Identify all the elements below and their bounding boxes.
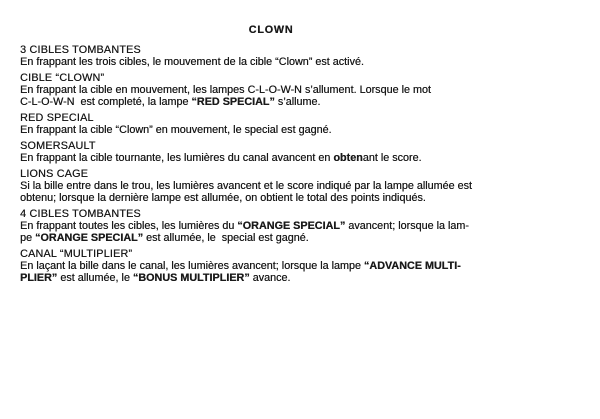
page-title: CLOWN: [248, 24, 294, 36]
bold-text-segment: “ORANGE SPECIAL”: [237, 220, 346, 232]
text-segment: En frappant la cible en mouvement, les lampes C-L-O-W-N s’allument. Lorsque le mot: [20, 84, 431, 96]
instruction-section: [20, 208, 580, 244]
section-body-line: [20, 180, 580, 192]
section-heading: CIBLE “CLOWN”: [20, 72, 105, 84]
bold-text-segment: “RED SPECIAL”: [191, 96, 275, 108]
text-segment: obtenu; lorsque la dernière lampe est allumée, on obtient le total des points indiqués.: [20, 192, 426, 204]
text-segment: s’allume.: [274, 96, 321, 108]
text-segment: En laçant la bille dans le canal, les lumières avancent; lorsque la lampe: [20, 260, 364, 272]
text-segment: C-L-O-W-N est completé, la lampe: [20, 96, 192, 108]
section-heading: RED SPECIAL: [20, 112, 94, 124]
sections-container: [20, 44, 580, 284]
bold-text-segment: obten: [333, 152, 363, 164]
bold-text-segment: “BONUS MULTIPLIER”: [132, 272, 250, 284]
section-body-line: [20, 220, 580, 232]
section-body-line: [20, 192, 580, 204]
instruction-section: [20, 72, 580, 108]
section-body-line: [20, 152, 580, 164]
instruction-section: [20, 140, 580, 164]
instruction-section: [20, 44, 580, 68]
bold-text-segment: “ORANGE SPECIAL”: [35, 232, 143, 244]
text-segment: En frappant toutes les cibles, les lumières du: [20, 220, 238, 232]
section-heading: 4 CIBLES TOMBANTES: [20, 208, 141, 220]
text-segment: avancent; lorsque la lam-: [345, 220, 469, 232]
bold-text-segment: “ADVANCE MULTI-: [363, 260, 461, 272]
section-body-line: [20, 124, 580, 136]
text-segment: En frappant la cible tournante, les lumières du canal avancent en: [20, 152, 334, 164]
text-segment: pe: [20, 232, 36, 244]
section-body-line: [20, 260, 580, 272]
text-segment: est allumée, le special est gagné.: [143, 232, 309, 244]
text-segment: Si la bille entre dans le trou, les lumières avancent et le score indiqué par la lampe allumée est: [20, 180, 472, 192]
text-segment: avance.: [249, 272, 291, 284]
section-body-line: [20, 56, 580, 68]
section-body-line: [20, 96, 580, 108]
bold-text-segment: PLIER”: [20, 272, 58, 284]
section-body-line: [20, 232, 580, 244]
text-segment: En frappant les trois cibles, le mouvement de la cible “Clown” est activé.: [20, 56, 364, 68]
section-heading: CANAL “MULTIPLIER”: [20, 248, 133, 260]
section-body-line: [20, 272, 580, 284]
instruction-section: [20, 168, 580, 204]
text-segment: ant le score.: [362, 152, 422, 164]
section-heading: LIONS CAGE: [20, 168, 88, 180]
section-heading: SOMERSAULT: [20, 140, 96, 152]
section-heading: 3 CIBLES TOMBANTES: [20, 44, 141, 56]
text-segment: En frappant la cible “Clown” en mouvement, le special est gagné.: [20, 124, 332, 136]
section-body-line: [20, 84, 580, 96]
text-segment: est allumée, le: [57, 272, 133, 284]
instruction-section: [20, 112, 580, 136]
instruction-section: [20, 248, 580, 284]
